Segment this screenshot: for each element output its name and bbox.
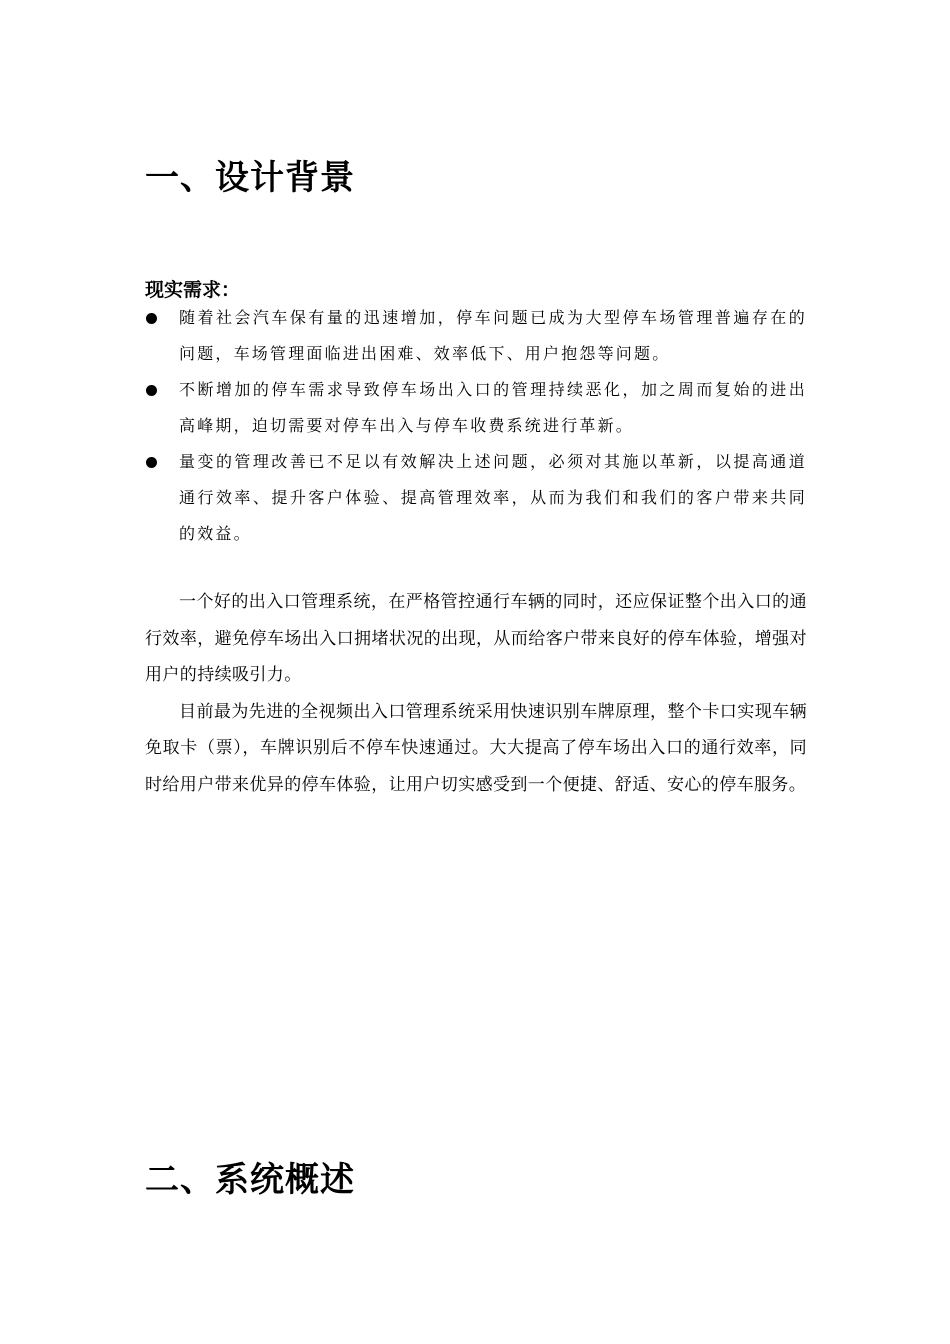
body-paragraph: 目前最为先进的全视频出入口管理系统采用快速识别车牌原理，整个卡口实现车辆免取卡（票），车牌识别后不停车快速通过。大大提高了停车场出入口的通行效率，同时给用户带来优异的停车体验，让用户切实感受到一个便捷、舒适、安心的停车服务。 — [145, 701, 807, 795]
bullet-list — [145, 300, 807, 552]
section-title-system-overview: 二、系统概述 — [145, 1160, 355, 1200]
bullet-dot-icon — [146, 385, 157, 396]
bullet-text: 随着社会汽车保有量的迅速增加，停车问题已成为大型停车场管理普遍存在的问题，车场管理面临进出困难、效率低下、用户抱怨等问题。 — [179, 308, 807, 363]
subheading-real-demand: 现实需求： — [145, 279, 241, 301]
bullet-dot-icon — [146, 313, 157, 324]
section-title-design-background: 一、设计背景 — [145, 158, 355, 198]
bullet-item — [145, 444, 807, 552]
body-paragraph: 一个好的出入口管理系统，在严格管控通行车辆的同时，还应保证整个出入口的通行效率，避免停车场出入口拥堵状况的出现，从而给客户带来良好的停车体验，增强对用户的持续吸引力。 — [145, 592, 807, 685]
body-paragraphs — [145, 584, 807, 803]
bullet-item — [145, 372, 807, 444]
bullet-text: 量变的管理改善已不足以有效解决上述问题，必须对其施以革新，以提高通道通行效率、提升客户体验、提高管理效率，从而为我们和我们的客户带来共同的效益。 — [179, 452, 807, 543]
bullet-item — [145, 300, 807, 372]
bullet-text: 不断增加的停车需求导致停车场出入口的管理持续恶化，加之周而复始的进出高峰期，迫切需要对停车出入与停车收费系统进行革新。 — [179, 380, 807, 435]
bullet-dot-icon — [146, 457, 157, 468]
